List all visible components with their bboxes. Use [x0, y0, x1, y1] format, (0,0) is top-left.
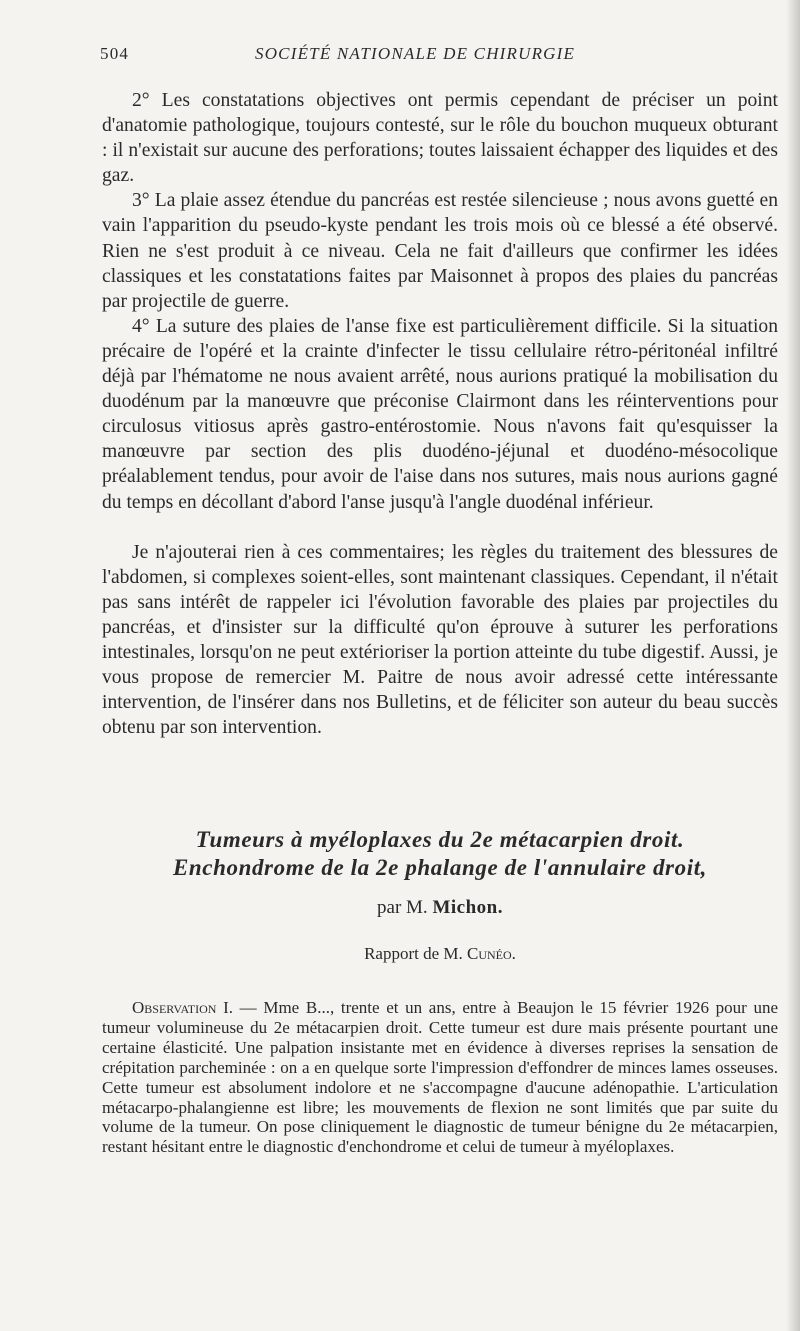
article-title-line-1: Tumeurs à myéloplaxes du 2e métacarpien droit.	[195, 827, 685, 852]
paragraph-point-4: 4° La suture des plaies de l'anse fixe est particulièrement difficile. Si la situation précaire de l'opéré et la crainte d'infecter le tissu cellulaire rétro-péritonéal infiltré déjà par l'hématome ne nous avaient arrêté, nous aurions pratiqué la mobilisation du duodénum par la manœuvre que préconise Clairmont dans les réinterventions pour circulosus vitiosus après gastro-entérostomie. Nous n'avons fait qu'esquisser la manœuvre par section des plis duodéno-jéjunal et duodéno-mésocolique préalablement tendus, pour avoir de l'aise dans nos sutures, mais nous aurions gagné du temps en décollant d'abord l'anse jusqu'à l'angle duodénal inférieur.	[102, 315, 778, 513]
page-edge-shadow	[786, 0, 800, 1331]
article-title	[102, 826, 778, 882]
page-number: 504	[100, 44, 130, 63]
report-body	[102, 88, 778, 740]
observation-block	[102, 998, 778, 1157]
paragraph-point-3: 3° La plaie assez étendue du pancréas est restée silencieuse ; nous avons guetté en vain l'apparition du pseudo-kyste pendant les trois mois où ce blessé a été observé. Rien ne s'est produit à ce niveau. Cela ne fait d'ailleurs que confirmer les idées classiques et les constatations faites par Maisonnet à propos des plaies du pancréas par projectile de guerre.	[102, 190, 778, 312]
observation-text: — Mme B..., trente et un ans, entre à Beaujon le 15 février 1926 pour une tumeur volumineuse du 2e métacarpien droit. Cette tumeur est dure mais présente pourtant une certaine élasticité. Une palpation insistante met en évidence à diverses reprises la sensation de crépitation parcheminée : on a en quelque sorte l'impression d'effondrer de minces lames osseuses. Cette tumeur est absolument indolore et ne s'accompagne d'aucune adénopathie. L'articulation métacarpo-phalangienne est libre; les mouvements de flexion ne sont limités que par suite du volume de la tumeur. On pose cliniquement le diagnostic de tumeur bénigne du 2e métacarpien, restant hésitant entre le diagnostic d'enchondrome et celui de tumeur à myéloplaxes.	[102, 998, 779, 1157]
running-header	[100, 44, 790, 66]
report-byline	[102, 944, 778, 964]
observation-paragraph	[102, 998, 778, 1157]
reporter-name: Cunéo.	[467, 944, 516, 963]
author-prefix: par M.	[377, 897, 428, 918]
article-author	[102, 897, 778, 919]
paragraph-conclusion: Je n'ajouterai rien à ces commentaires; les règles du traitement des blessures de l'abdomen, si complexes soient-elles, sont maintenant classiques. Cependant, il n'était pas sans intérêt de rappeler ici l'évolution favorable des plaies par projectiles du pancréas, et d'insister sur la difficulté qu'on éprouve à suturer les perforations intestinales, lorsqu'on ne peut extérioriser la portion atteinte du tube digestif. Aussi, je vous propose de remercier M. Paitre de nous avoir adressé cette intéressante intervention, de l'insérer dans nos Bulletins, et de féliciter son auteur du beau succès obtenu par son intervention.	[102, 541, 778, 739]
observation-label: Observation I.	[132, 998, 234, 1017]
article-title-line-2: Enchondrome de la 2e phalange de l'annulaire droit,	[172, 855, 708, 880]
author-name: Michon.	[432, 897, 503, 918]
paragraph-point-2: 2° Les constatations objectives ont permis cependant de préciser un point d'anatomie pathologique, toujours contesté, sur le rôle du bouchon muqueux obturant : il n'existait sur aucune des perforations; toutes laissaient échapper des liquides et des gaz.	[102, 90, 778, 187]
running-title: SOCIÉTÉ NATIONALE DE CHIRURGIE	[255, 44, 576, 63]
report-prefix: Rapport de M.	[364, 944, 463, 963]
